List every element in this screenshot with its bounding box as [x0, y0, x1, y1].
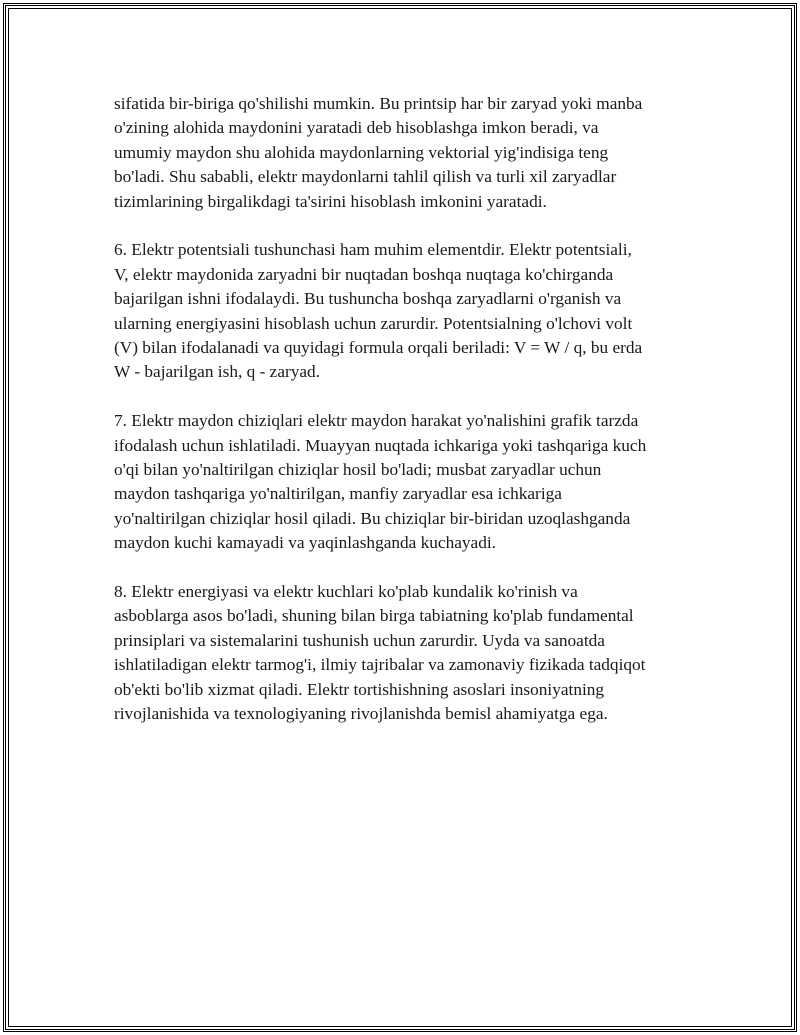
paragraph-8: 8. Elektr energiyasi va elektr kuchlari ko'plab kundalik ko'rinish va asboblarga asos bo'ladi, shuning bilan birga tabiatning ko'plab fundamental prinsiplari va sistemalarini tushunish uchun zarurdir. Uyda va sanoatda ishlatiladigan elektr tarmog'i, ilmiy tajribalar va zamonaviy fizikada tadqiqot ob'ekti bo'lib xizmat qiladi. Elektr tortishishning asoslari insoniyatning rivojlanishida va texnologiyaning rivojlanishda bemisl ahamiyatga ega. — [114, 582, 646, 724]
paragraph-6: 6. Elektr potentsiali tushunchasi ham muhim elementdir. Elektr potentsiali, V, elektr maydonida zaryadni bir nuqtadan boshqa nuqtaga ko'chirganda bajarilgan ishni ifodalaydi. Bu tushuncha boshqa zaryadlarni o'rganish va ularning energiyasini hisoblash uchun zarurdir. Potentsialning o'lchovi volt (V) bilan ifodalanadi va quyidagi formula orqali beriladi: V = W / q, bu erda W - bajarilgan ish, q - zaryad. — [114, 240, 643, 382]
paragraph-continuation: sifatida bir-biriga qo'shilishi mumkin. Bu printsip har bir zaryad yoki manba o'zining alohida maydonini yaratadi deb hisoblashga imkon beradi, va umumiy maydon shu alohida maydonlarning vektorial yig'indisiga teng bo'ladi. Shu sababli, elektr maydonlarni tahlil qilish va turli xil zaryadlar tizimlarining birgalikdagi ta'sirini hisoblash imkonini yaratadi. — [114, 94, 643, 211]
paragraph-7: 7. Elektr maydon chiziqlari elektr maydon harakat yo'nalishini grafik tarzda ifodalash uchun ishlatiladi. Muayyan nuqtada ichkariga yoki tashqariga kuch o'qi bilan yo'naltirilgan chiziqlar hosil bo'ladi; musbat zaryadlar uchun maydon tashqariga yo'naltirilgan, manfiy zaryadlar esa ichkariga yo'naltirilgan chiziqlar hosil qiladi. Bu chiziqlar bir-biridan uzoqlashganda maydon kuchi kamayadi va yaqinlashganda kuchayadi. — [114, 411, 647, 553]
document-body — [114, 92, 704, 751]
